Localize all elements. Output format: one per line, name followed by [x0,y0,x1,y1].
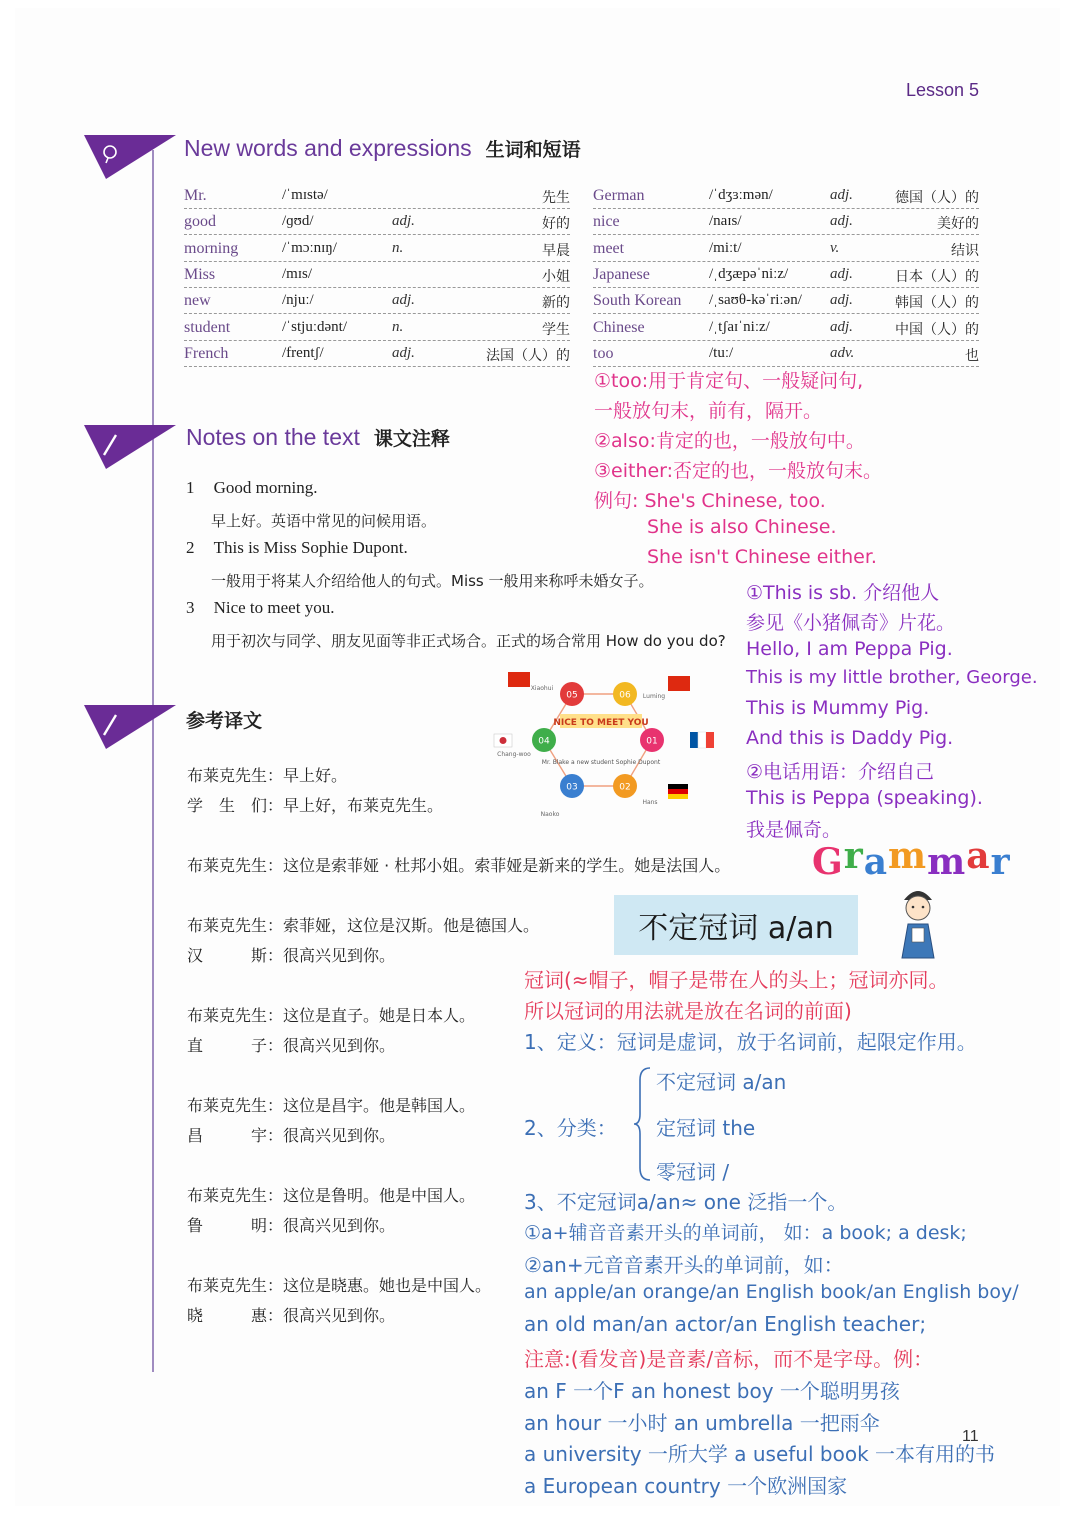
handwritten-note: ①too:用于肯定句、一般疑问句, [594,370,864,392]
handwritten-note: an F 一个F an honest boy 一个聪明男孩 [524,1379,900,1403]
vocab-word: Mr. [184,187,207,204]
vocab-phonetic: /tuː/ [709,344,734,361]
vocab-row [184,289,570,314]
vocab-word: meet [593,239,625,257]
vocab-meaning: 法国（人）的 [486,347,570,364]
handwritten-note: 冠词(≈帽子，帽子是带在人的头上；冠词亦同。 [524,968,949,992]
vocab-pos: adj. [392,213,415,230]
person-name-label: Hans [642,799,658,806]
person-name-label: Xiaohui [530,685,554,692]
handwritten-note: a European country 一个欧洲国家 [524,1474,848,1498]
grammar-letter: m [888,835,928,877]
vocab-meaning: 韩国（人）的 [895,295,979,312]
grammar-letter: m [927,841,967,883]
translation-line: 汉 斯：很高兴见到你。 [187,946,396,965]
handwritten-note: ②also:肯定的也，一般放句中。 [594,430,865,452]
handwritten-note: ②电话用语：介绍自己 [746,761,935,783]
svg-text:NICE TO MEET YOU: NICE TO MEET YOU [553,718,649,728]
handwritten-note: 1、定义：冠词是虚词，放于名词前，起限定作用。 [524,1030,977,1054]
introduction-illustration [492,662,724,824]
person-number-badge [560,774,584,798]
grammar-letter: a [966,835,991,877]
vocab-pos: adj. [830,318,853,335]
handwritten-note: an apple/an orange/an English book/an English boy/ [524,1281,1019,1303]
vocab-pos: adj. [392,292,415,309]
note-3-cn: 用于初次与同学、朋友见面等非正式场合。正式的场合常用 How do you do? [211,632,726,650]
vocab-meaning: 中国（人）的 [895,321,979,338]
vocab-word: morning [184,239,239,257]
vocab-pos: n. [392,239,404,256]
vocab-row [184,263,570,288]
vocab-phonetic: /ˌdʒæpəˈniːz/ [709,265,789,282]
handwritten-note: This is my little brother, George. [746,667,1038,688]
vocab-row [593,184,979,209]
translation-line: 学 生 们：早上好，布莱克先生。 [187,796,444,815]
brace-icon [632,1066,652,1182]
germany-flag-icon [668,784,688,789]
handwritten-note: Hello, I am Peppa Pig. [746,638,953,660]
translation-line: 昌 宇：很高兴见到你。 [187,1126,396,1145]
person-name-label: Chang-woo [497,751,531,758]
classification-item: 不定冠词 a/an [656,1070,787,1094]
grammar-letter: r [990,841,1011,883]
handwritten-note: ③either:否定的也，一般放句末。 [594,460,883,482]
vocab-pos: adv. [830,344,855,361]
vocab-row [184,184,570,209]
vocab-word: student [184,318,231,336]
translation-line: 直 子：很高兴见到你。 [187,1036,396,1055]
vocab-phonetic: /njuː/ [282,292,314,309]
lesson-label: Lesson 5 [906,80,980,100]
handwritten-note: And this is Daddy Pig. [746,727,954,749]
vocab-phonetic: /ˌsaʊθ-kəˈriːən/ [709,292,802,309]
vocab-meaning: 学生 [542,321,570,338]
vocab-pos: adj. [830,213,853,230]
vocab-phonetic: /ˈdʒɜːmən/ [709,187,773,203]
vocab-meaning: 好的 [542,216,570,233]
vocab-row [184,210,570,235]
margin-line [152,150,154,1372]
vocab-phonetic: /ˌtʃaɪˈniːz/ [709,318,770,335]
person-number-badge [532,728,556,752]
translation-line: 布莱克先生：这位是晓惠。她也是中国人。 [187,1276,492,1295]
vocab-phonetic: /ɡʊd/ [282,213,314,230]
vocab-phonetic: /ˈmɔːnɪŋ/ [282,239,337,256]
vocab-word: Miss [184,265,216,283]
grammar-letter: r [843,835,864,877]
pencil-icon [84,705,176,749]
svg-text:04: 04 [538,736,550,747]
svg-text:Mr. Blake a new student So: Mr. Blake a new student Sophie Dupont [541,759,661,766]
translation-line: 晓 惠：很高兴见到你。 [187,1306,396,1325]
note-3: 3 Nice to meet you. [186,598,335,617]
vocab-meaning: 美好的 [937,216,979,233]
lightbulb-icon [84,135,176,179]
vocab-meaning: 早晨 [542,242,570,259]
page-number: 11 [962,1428,979,1445]
handwritten-note: an hour 一小时 an umbrella 一把雨伞 [524,1411,880,1435]
translation-header [172,706,262,733]
new-words-header [184,135,581,162]
translation-line: 布莱克先生：早上好。 [187,766,348,785]
grammar-heading [812,835,1011,883]
vocab-word: nice [593,213,620,231]
translation-line: 布莱克先生：这位是鲁明。他是中国人。 [187,1186,476,1205]
vocab-pos: adj. [830,292,853,309]
vocab-word: Japanese [593,265,650,283]
classification-label: 2、分类： [524,1116,617,1140]
vocab-word: too [593,344,614,362]
vocab-phonetic: /naɪs/ [709,213,742,230]
handwritten-note: ①a+辅音音素开头的单词前， 如：a book; a desk; [524,1222,967,1244]
vocab-row [593,210,979,235]
handwritten-note: 3、不定冠词a/an≈ one 泛指一个。 [524,1190,848,1214]
vocab-word: German [593,187,645,204]
person-number-badge [640,728,664,752]
handwritten-note: an old man/an actor/an English teacher; [524,1312,927,1336]
notes-title-cn: 课文注释 [373,428,450,450]
vocab-phonetic: /ˈstjuːdənt/ [282,318,347,335]
handwritten-note: 参见《小猪佩奇》片花。 [746,612,956,634]
vocab-phonetic: /ˈmɪstə/ [282,187,328,203]
svg-text:06: 06 [619,690,631,701]
translation-line: 布莱克先生：这位是索菲娅 · 杜邦小姐。索菲娅是新来的学生。她是法国人。 [187,856,731,875]
vocab-meaning: 结识 [951,242,979,259]
handwritten-note: She is also Chinese. [647,516,837,538]
notes-header [186,424,450,451]
note-1: 1 Good morning. [186,478,318,497]
handwritten-note: ①This is sb. 介绍他人 [746,582,940,604]
person-name-label: Luming [642,693,666,700]
vocab-table-right [593,184,979,374]
vocab-row [184,237,570,262]
translation-line: 布莱克先生：这位是昌宇。他是韩国人。 [187,1096,476,1115]
new-words-title: New words and expressions [184,135,472,161]
person-number-badge [560,682,584,706]
vocab-phonetic: /mɪs/ [282,265,313,282]
china-flag-icon [508,672,530,687]
vocab-pos: adj. [392,344,415,361]
note-2: 2 This is Miss Sophie Dupont. [186,538,408,557]
vocab-row [593,342,979,367]
new-words-title-cn: 生词和短语 [485,139,581,161]
handwritten-note: 一般放句末，前有，隔开。 [594,400,823,422]
vocab-meaning: 新的 [542,295,570,312]
classification-item: 零冠词 / [656,1160,730,1184]
vocab-row [184,316,570,341]
svg-text:05: 05 [566,690,578,701]
vocab-table-left [184,184,570,374]
note-1-cn: 早上好。英语中常见的问候用语。 [211,512,437,530]
vocab-meaning: 先生 [542,190,570,206]
handwritten-note: This is Mummy Pig. [746,697,930,719]
france-flag-icon [690,732,698,748]
handwritten-note: 例句: She's Chinese, too. [594,490,826,512]
translation-title-cn: 参考译文 [186,710,263,732]
vocab-pos: adj. [830,187,853,203]
translation-line: 布莱克先生：索菲娅，这位是汉斯。他是德国人。 [187,916,540,935]
vocab-word: new [184,292,211,310]
note-2-cn: 一般用于将某人介绍给他人的句式。Miss 一般用来称呼未婚女子。 [211,572,654,590]
handwritten-note: a university 一所大学 a useful book 一本有用的书 [524,1442,996,1466]
grammar-letter: G [812,841,844,883]
vocab-row [184,342,570,367]
handwritten-note: ②an+元音音素开头的单词前，如： [524,1253,844,1277]
article-title-box: 不定冠词 a/an [614,895,858,955]
pencil-icon [84,425,176,469]
handwritten-note: 所以冠词的用法就是放在名词的前面) [524,999,852,1023]
translation-line: 鲁 明：很高兴见到你。 [187,1216,396,1235]
notes-title: Notes on the text [186,424,360,450]
vocab-pos: n. [392,318,404,335]
person-number-badge [613,774,637,798]
vocab-row [593,263,979,288]
vocab-word: good [184,213,216,231]
vocab-row [593,316,979,341]
handwritten-note: This is Peppa (speaking). [746,787,983,809]
grammar-letter: a [863,841,889,883]
classification-item: 定冠词 the [656,1116,756,1140]
person-name-label: Naoko [540,811,560,818]
vocab-meaning: 日本（人）的 [895,268,979,285]
vocab-row [593,237,979,262]
vocab-word: South Korean [593,292,682,310]
svg-text:03: 03 [566,782,578,793]
translation-line: 布莱克先生：这位是直子。她是日本人。 [187,1006,476,1025]
vocab-row [593,289,979,314]
vocab-phonetic: /frentʃ/ [282,344,324,361]
handwritten-note: 我是佩奇。 [746,819,842,841]
vocab-meaning: 小姐 [542,268,570,285]
vocab-meaning: 德国（人）的 [895,190,979,206]
vocab-word: Chinese [593,318,645,336]
handwritten-note: 注意:(看发音)是音素/音标，而不是字母。例： [524,1347,934,1371]
china-flag-icon [668,676,690,691]
handwritten-note: She isn't Chinese either. [647,546,877,568]
person-number-badge [613,682,637,706]
vocab-phonetic: /miːt/ [709,239,742,256]
svg-text:01: 01 [646,736,658,747]
vocab-word: French [184,344,229,362]
vocab-pos: v. [830,239,840,256]
svg-text:02: 02 [619,782,631,793]
vocab-pos: adj. [830,265,853,282]
teacher-cartoon-icon [890,880,946,960]
vocab-meaning: 也 [965,347,979,364]
